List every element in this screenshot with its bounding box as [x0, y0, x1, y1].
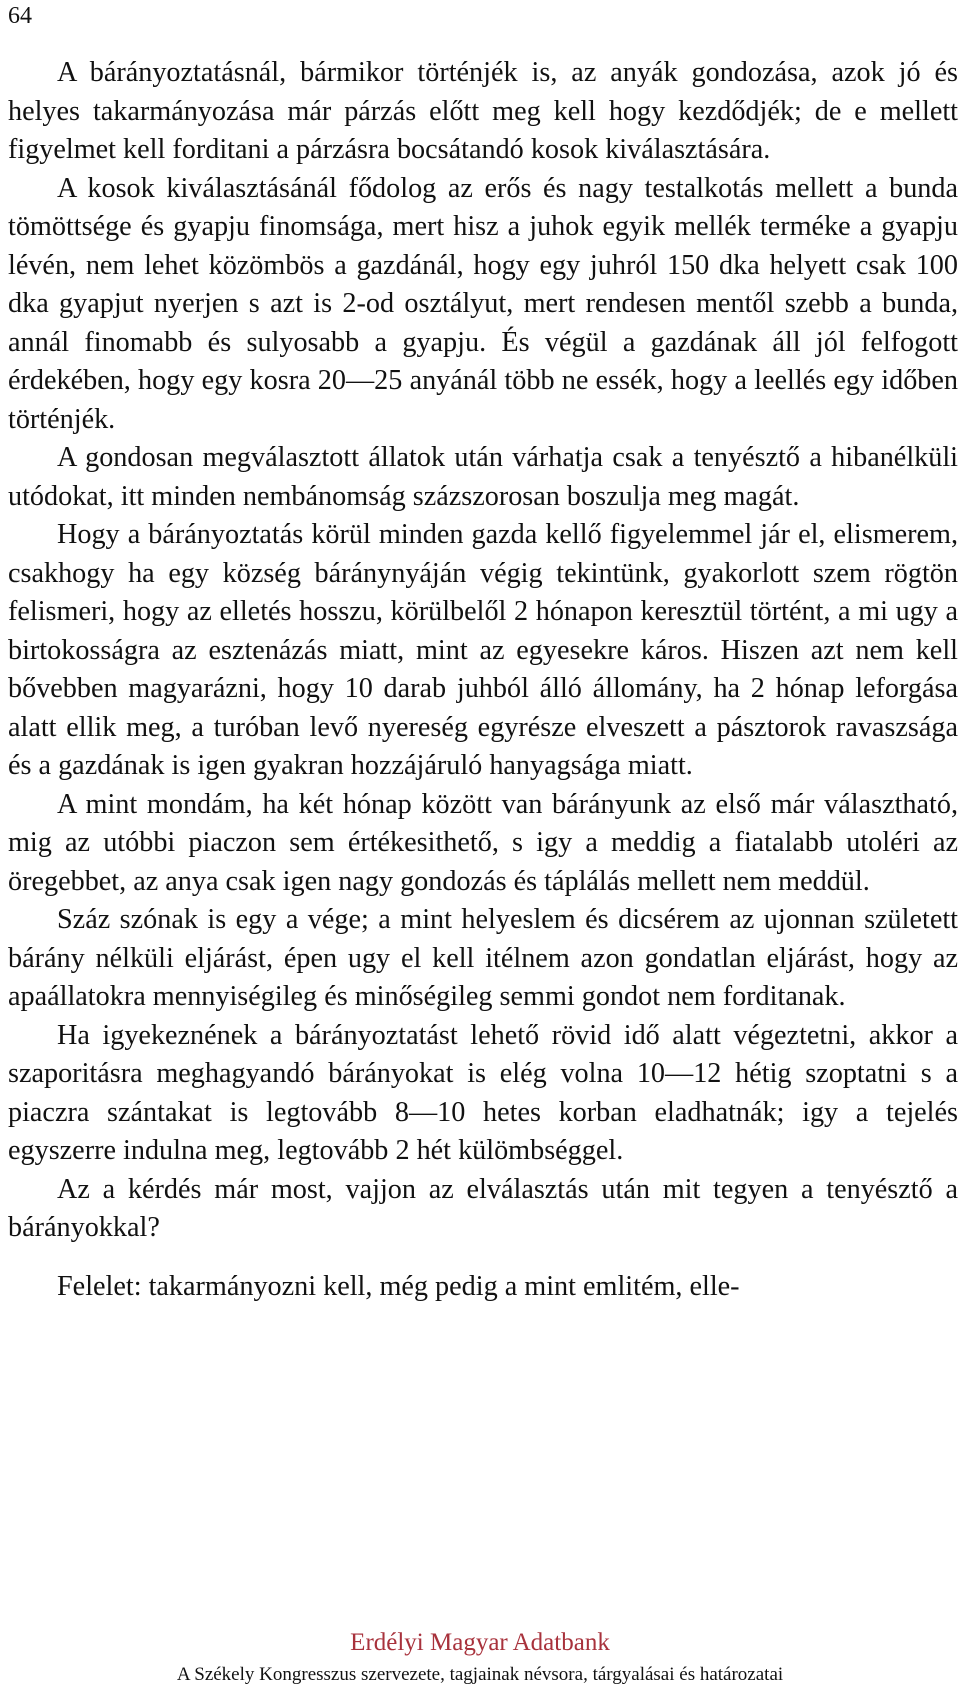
- footer-source-subtitle: A Székely Kongresszus szervezete, tagjainak névsora, tárgyalásai és határozatai: [176, 1664, 784, 1685]
- paragraph-3: A gondosan megválasztott állatok után várhatja csak a tenyésztő a hibanélküli utódokat, itt minden nembánomság százszorosan boszulja meg magát.: [8, 442, 958, 512]
- paragraph-1: A bárányoztatásnál, bármikor történjék is, az anyák gondozása, azok jó és helyes takarmányozása már párzás előtt meg kell hogy kezdődjék; de e mellett figyelmet kell forditani a párzásra bocsátandó kosok kiválasztására.: [8, 57, 958, 165]
- page-number: 64: [8, 3, 32, 29]
- paragraph-4: Hogy a bárányoztatás körül minden gazda kellő figyelemmel jár el, elismerem, csakhogy ha egy község báránynyáján végig tekintünk, gyakorlott szem rögtön felismeri, hogy az elletés hosszu, körülbelől 2 hónapon keresztül történt, a mi ugy a birtokosságra az esztenázás miatt, mint az egyesekre káros. Hiszen azt nem kell bővebben magyarázni, hogy 10 darab juhból álló állomány, ha 2 hónap leforgása alatt ellik meg, a turóban levő nyereség egyrésze elveszett a pásztorok ravaszsága és a gazdának is igen gyakran hozzájáruló hanyagsága miatt.: [8, 519, 958, 781]
- paragraph-6: Száz szónak is egy a vége; a mint helyeslem és dicsérem az ujonnan született bárány nélküli eljárást, épen ugy el kell itélnem azon gondatlan eljárást, hogy az apaállatokra mennyiségileg és minőségileg semmi gondot nem forditanak.: [8, 904, 958, 1012]
- document-body: [8, 54, 958, 1306]
- paragraph-8: Az a kérdés már most, vajjon az elválasztás után mit tegyen a tenyésztő a bárányokkal?: [8, 1173, 958, 1243]
- paragraph-7: Ha igyekeznének a bárányoztatást lehető rövid idő alatt végeztetni, akkor a szaporitásra meghagyandó bárányokat is elég volna 10—12 hétig szoptatni s a piaczra szántakat is legtovább 8—10 hetes korban eladhatnák; igy a tejelés egyszerre indulna meg, legtovább 2 hét külömbséggel.: [8, 1019, 958, 1166]
- paragraph-2: A kosok kiválasztásánál fődolog az erős és nagy testalkotás mellett a bunda tömöttsége és gyapju finomsága, mert hisz a juhok egyik mellék terméke a gyapju lévén, nem lehet közömbös a gazdánál, hogy egy juhról 150 dka helyett csak 100 dka gyapjut nyerjen s azt is 2-od osztályut, mert rendesen mentől szebb a bunda, annál finomabb és sulyosabb a gyapju. És végül a gazdának áll jól felfogott érdekében, hogy egy kosra 20—25 anyánál több ne essék, hogy a leellés egy időben történjék.: [8, 172, 958, 435]
- footer-source-title: Erdélyi Magyar Adatbank: [350, 1629, 610, 1656]
- paragraph-5: A mint mondám, ha két hónap között van bárányunk az első már választható, mig az utóbbi piaczon sem értékesithető, s igy a meddig a fiatalabb utoléri az öregebbet, az anya csak igen nagy gondozás és táplálás mellett nem meddül.: [8, 788, 958, 897]
- paragraph-9: Felelet: takarmányozni kell, még pedig a mint emlitém, elle-: [57, 1270, 740, 1302]
